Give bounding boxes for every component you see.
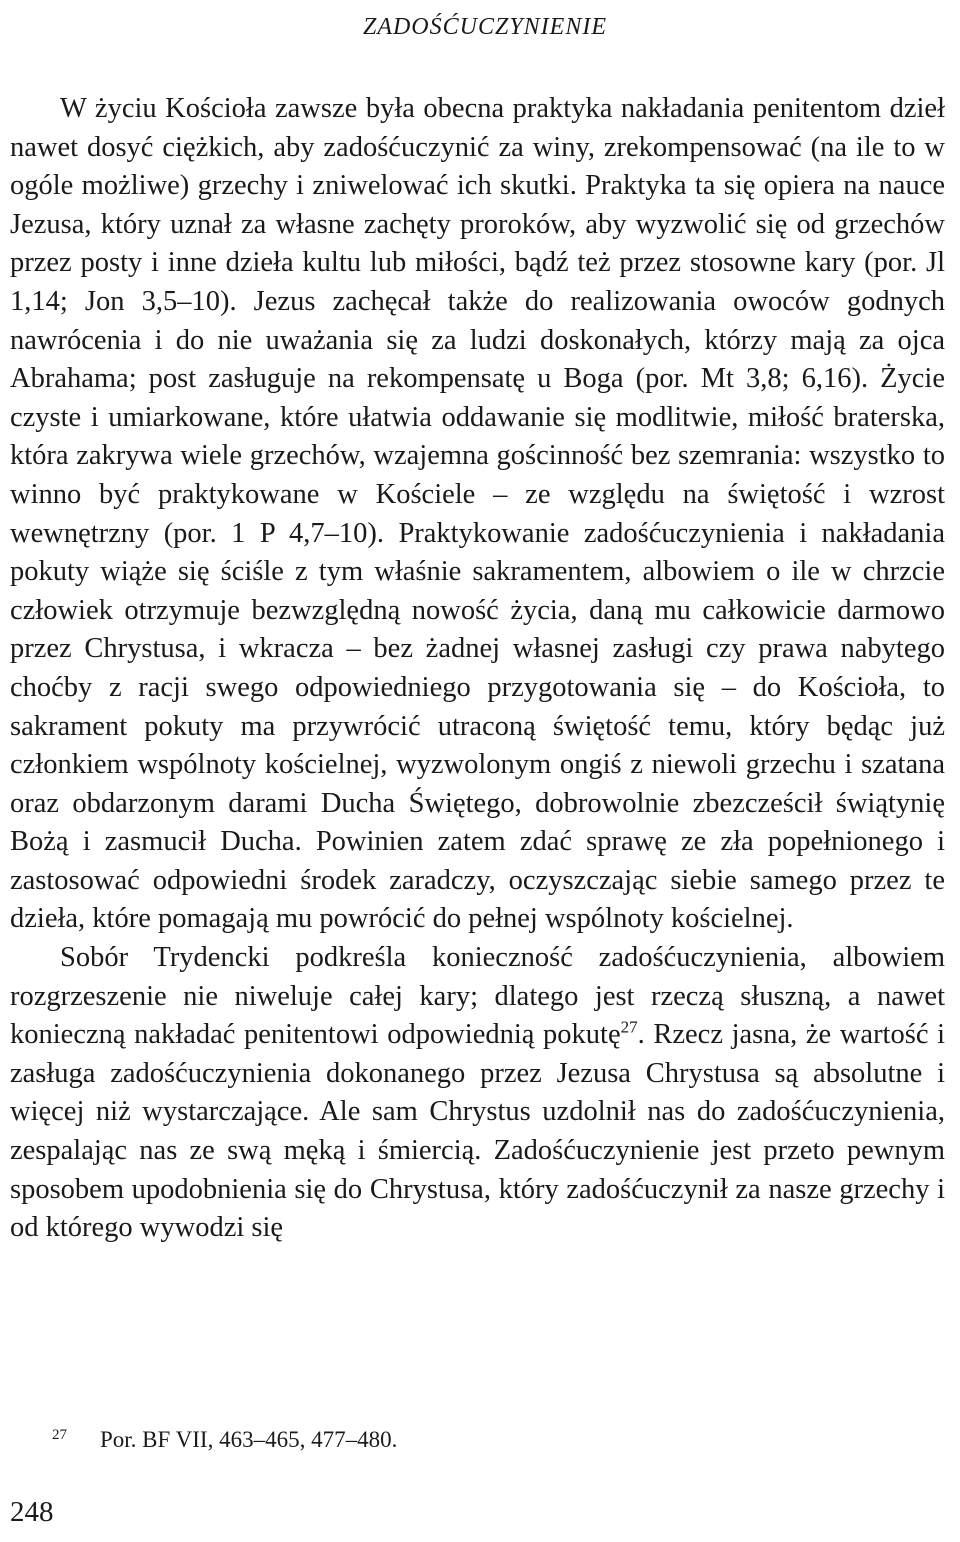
paragraph-2 — [10, 939, 945, 1248]
paragraph-2-text-a: Sobór Trydencki podkreśla konieczność zadośćuczynienia, albowiem rozgrzeszenie nie niweluje całej kary; dlatego jest rzeczą słuszną, a nawet konieczną nakładać penitentowi odpowiednią pokutę — [10, 942, 945, 1051]
footnote-text: Por. BF VII, 463–465, 477–480. — [100, 1427, 398, 1452]
running-title: ZADOŚĆUCZYNIENIE — [362, 14, 608, 40]
footnote — [10, 1420, 945, 1455]
page-number: 248 — [10, 1496, 54, 1528]
book-page — [10, 0, 945, 1542]
paragraph-2-text-b: . Rzecz jasna, że wartość i zasługa zadośćuczynienia dokonanego przez Jezusa Chrystusa są absolutne i więcej niż wystarczające. Ale sam Chrystus uzdolnił nas do zadośćuczynienia, zespalając nas ze swą męką i śmiercią. Zadośćuczynienie jest przeto pewnym sposobem upodobnienia się do Chrystusa, który zadośćuczynił za nasze grzechy i od którego wywodzi się — [10, 1019, 946, 1244]
main-text — [10, 90, 945, 1248]
footnote-number: 27 — [52, 1427, 67, 1443]
footnote-reference: 27 — [620, 1017, 638, 1037]
paragraph-1: W życiu Kościoła zawsze była obecna praktyka nakładania penitentom dzieł nawet dosyć ciężkich, aby zadośćuczynić za winy, zrekompensować (na ile to w ogóle możliwe) grzechy i zniwelować ich skutki. Praktyka ta się opiera na nauce Jezusa, który uznał za własne zachęty proroków, aby wyzwolić się od grzechów przez posty i inne dzieła kultu lub miłości, bądź też przez stosowne kary (por. Jl 1,14; Jon 3,5–10). Jezus zachęcał także do realizowania owoców godnych nawrócenia i do nie uważania się za ludzi doskonałych, którzy mają za ojca Abrahama; post zasługuje na rekompensatę u Boga (por. Mt 3,8; 6,16). Życie czyste i umiarkowane, które ułatwia oddawanie się modlitwie, miłość braterska, która zakrywa wiele grzechów, wzajemna gościnność bez szemrania: wszystko to winno być praktykowane w Kościele – ze względu na świętość i wzrost wewnętrzny (por. 1 P 4,7–10). Praktykowanie zadośćuczynienia i nakładania pokuty wiąże się ściśle z tym właśnie sakramentem, albowiem o ile w chrzcie człowiek otrzymuje bezwzględną nowość życia, daną mu całkowicie darmowo przez Chrystusa, i wkracza – bez żadnej własnej zasługi czy prawa nabytego choćby z racji swego odpowiedniego przygotowania się – do Kościoła, to sakrament pokuty ma przywrócić utraconą świętość temu, który będąc już członkiem wspólnoty kościelnej, wyzwolonym ongiś z niewoli grzechu i szatana oraz obdarzonym darami Ducha Świętego, dobrowolnie zbezcześcił świątynię Bożą i zasmucił Ducha. Powinien zatem zdać sprawę ze zła popełnionego i zastosować odpowiedni środek zaradczy, oczyszczając siebie samego przez te dzieła, które pomagają mu powrócić do pełnej wspólnoty kościelnej. — [10, 93, 945, 935]
